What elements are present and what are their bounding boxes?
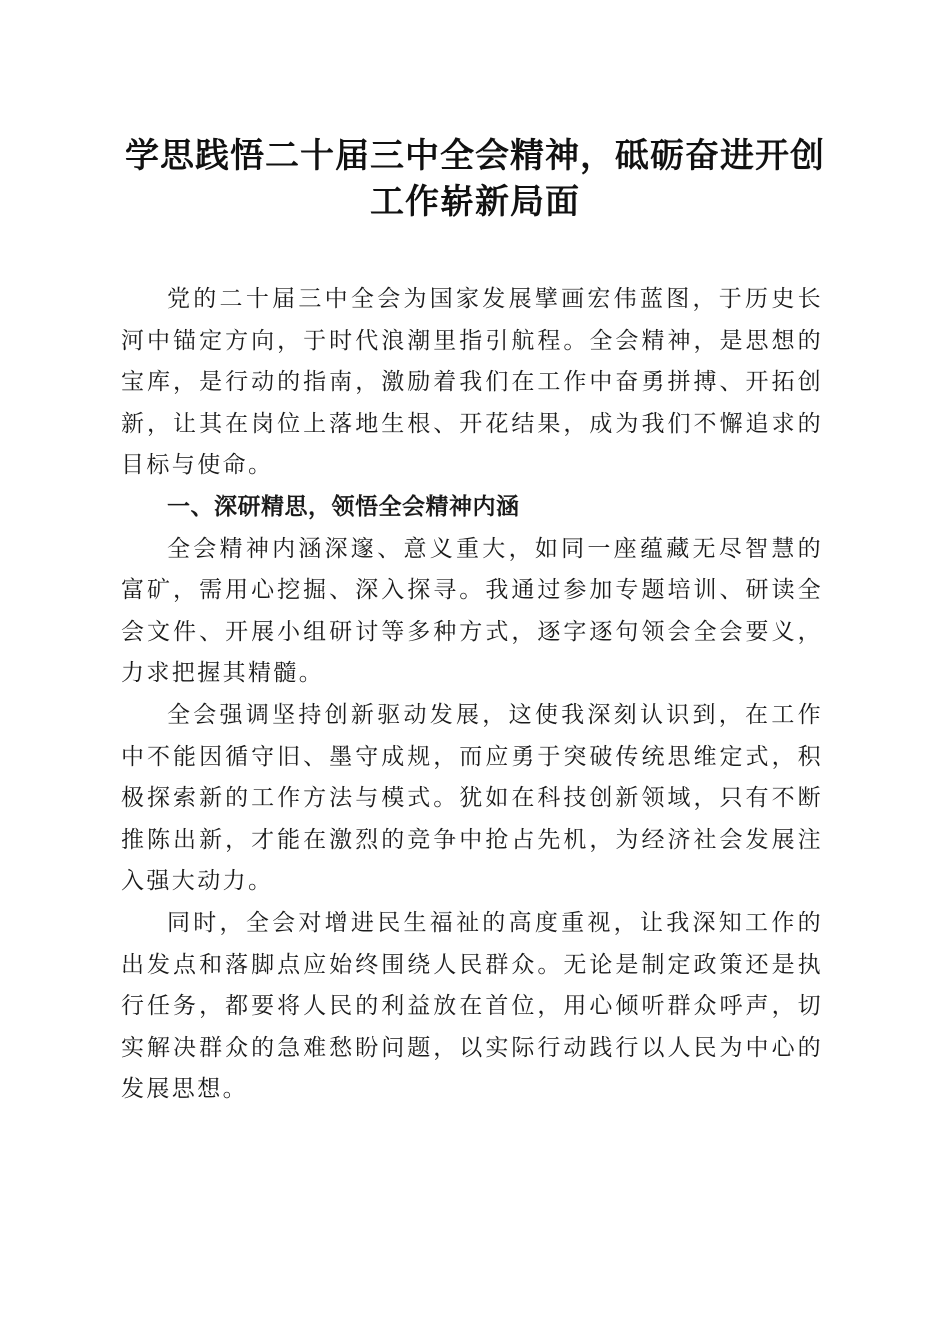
document-body — [121, 279, 823, 1111]
paragraph-line: 出发点和落脚点应始终围绕人民群众。无论是制定政策还是执 — [121, 951, 823, 978]
paragraph-3 — [121, 903, 823, 1111]
paragraph-intro — [121, 279, 823, 487]
paragraph-line: 中不能因循守旧、墨守成规，而应勇于突破传统思维定式，积 — [121, 743, 823, 770]
paragraph-line: 极探索新的工作方法与模式。犹如在科技创新领域，只有不断 — [121, 785, 823, 812]
title-line-2: 工作崭新局面 — [370, 182, 580, 222]
paragraph-line: 目标与使命。 — [121, 452, 274, 479]
paragraph-line: 推陈出新，才能在激烈的竞争中抢占先机，为经济社会发展注 — [121, 826, 823, 853]
paragraph-line: 全会强调坚持创新驱动发展，这使我深刻认识到，在工作 — [167, 701, 823, 728]
paragraph-2 — [121, 695, 823, 903]
section-heading-1: 一、深研精思，领悟全会精神内涵 — [167, 493, 520, 520]
paragraph-line: 党的二十届三中全会为国家发展擘画宏伟蓝图，于历史长 — [167, 286, 823, 312]
paragraph-line: 河中锚定方向，于时代浪潮里指引航程。全会精神，是思想的 — [121, 327, 823, 354]
paragraph-line: 入强大动力。 — [121, 868, 274, 895]
paragraph-line: 同时，全会对增进民生福祉的高度重视，让我深知工作的 — [167, 909, 823, 936]
paragraph-line: 行任务，都要将人民的利益放在首位，用心倾听群众呼声，切 — [121, 993, 823, 1020]
title-line-1: 学思践悟二十届三中全会精神，砥砺奋进开创 — [125, 136, 825, 176]
paragraph-line: 全会精神内涵深邃、意义重大，如同一座蕴藏无尽智慧的 — [167, 535, 823, 562]
paragraph-line: 会文件、开展小组研讨等多种方式，逐字逐句领会全会要义， — [121, 618, 823, 645]
paragraph-line: 实解决群众的急难愁盼问题，以实际行动践行以人民为中心的 — [121, 1034, 823, 1061]
paragraph-line: 力求把握其精髓。 — [121, 660, 325, 687]
document-title — [100, 133, 850, 225]
paragraph-line: 新，让其在岗位上落地生根、开花结果，成为我们不懈追求的 — [121, 410, 823, 437]
paragraph-line: 富矿，需用心挖掘、深入探寻。我通过参加专题培训、研读全 — [121, 577, 823, 604]
paragraph-line: 宝库，是行动的指南，激励着我们在工作中奋勇拼搏、开拓创 — [121, 369, 823, 396]
paragraph-line: 发展思想。 — [121, 1076, 248, 1103]
paragraph-1 — [121, 529, 823, 695]
